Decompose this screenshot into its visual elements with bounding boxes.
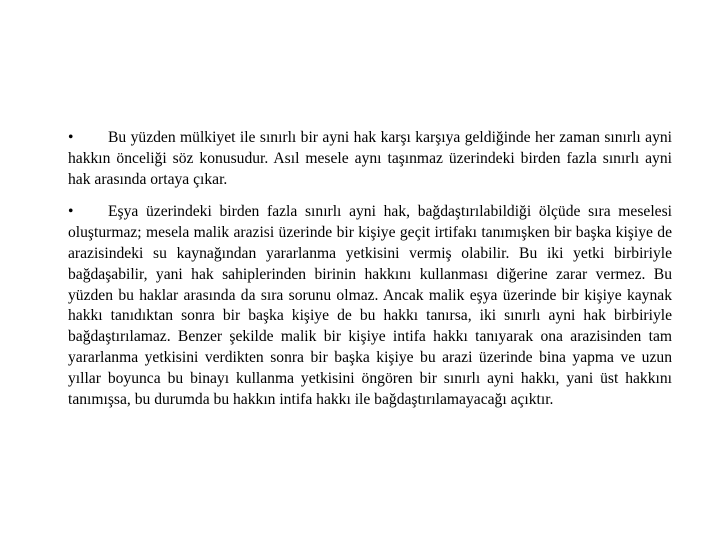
paragraph-1 <box>68 128 672 190</box>
paragraph-2 <box>68 202 672 410</box>
paragraph-text: Bu yüzden mülkiyet ile sınırlı bir ayni hak karşı karşıya geldiğinde her zaman sınırlı ayni hakkın önceliği söz konusudur. Asıl mesele aynı taşınmaz üzerindeki birden fazla sınırlı ayni hak arasında ortaya çıkar. <box>68 129 672 188</box>
bullet-marker: • <box>68 203 74 221</box>
text-body <box>68 128 672 422</box>
paragraph-text: Eşya üzerindeki birden fazla sınırlı ayni hak, bağdaştırılabildiği ölçüde sıra meselesi oluşturmaz; mesela malik arazisi üzerinde bir kişiye geçit irtifakı tanımışken bir başka kişiye de arazisindeki su kaynağından yararlanma yetkisini vermiş olabilir. Bu iki yetki birbiriyle bağdaşabilir, yani hak sahiplerinden birinin hakkını kullanması diğerine zarar vermez. Bu yüzden bu haklar arasında da sıra sorunu olmaz. Ancak malik eşya üzerinde bir kişiye kaynak hakkı tanıdıktan sonra bir başka kişiye de bu hakkı tanırsa, iki sınırlı ayni hak birbiriyle bağdaştırılamaz. Benzer şekilde malik bir kişiye intifa hakkı tanıyarak ona arazisinden tam yararlanma yetkisini verdikten sonra bir başka kişiye bu arazi üzerinde bina yapma ve uzun yıllar boyunca bu binayı kullanma yetkisini öngören bir sınırlı ayni hakkı, yani üst hakkını tanımışsa, bu durumda bu hakkın intifa hakkı ile bağdaştırılamayacağı açıktır. <box>68 203 672 408</box>
bullet-marker: • <box>68 129 74 146</box>
